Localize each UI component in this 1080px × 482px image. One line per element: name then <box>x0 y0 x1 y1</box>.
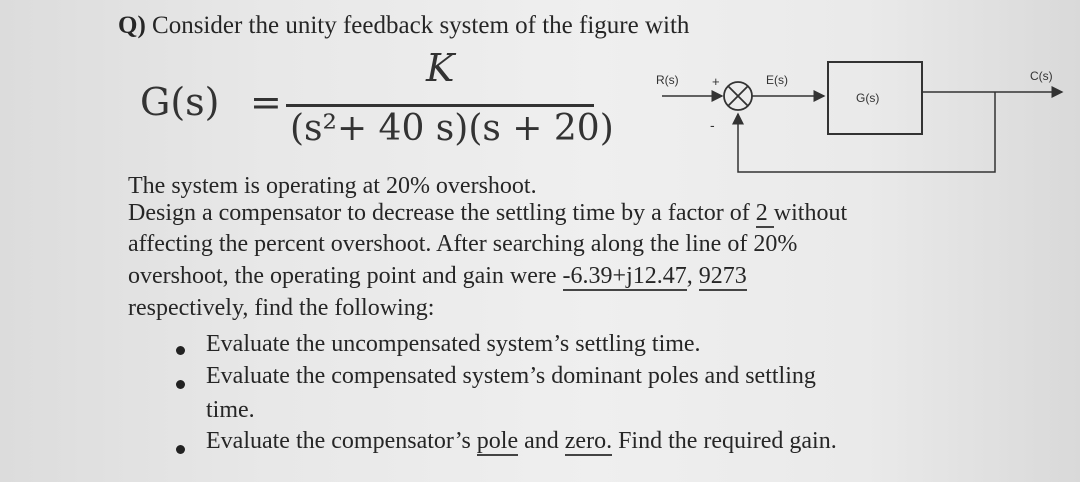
input-label: R(s) <box>656 73 679 87</box>
question-intro-text: Consider the unity feedback system of the figure with <box>152 12 690 39</box>
question-marker: Q) <box>118 12 146 39</box>
zero-word: zero. <box>564 428 613 454</box>
tf-numerator: K <box>426 46 455 90</box>
bullet-item-continuation: time. <box>206 397 255 423</box>
factor-value: 2 <box>755 200 774 226</box>
tf-denominator: (s²+ 40 s)(s + 20) <box>290 108 614 149</box>
equals-sign: = <box>250 80 282 124</box>
bullet-item <box>206 428 837 455</box>
paragraph-text: overshoot, the operating point and gain were <box>128 263 563 289</box>
minus-sign: - <box>710 117 715 133</box>
operating-point: -6.39+j12.47 <box>562 263 687 289</box>
paragraph-line <box>128 200 847 227</box>
bullet-item: Evaluate the uncompensated system’s settling time. <box>206 331 701 357</box>
paragraph-line: respectively, find the following: <box>128 295 435 321</box>
bullet-item: Evaluate the compensated system’s dominant poles and settling <box>206 363 816 389</box>
paragraph-line: The system is operating at 20% overshoot. <box>128 173 537 199</box>
bullet-text: Evaluate the compensator’s <box>206 428 477 454</box>
output-label: C(s) <box>1030 69 1053 83</box>
bullet-dot <box>176 380 185 389</box>
bullet-text: Find the required gain. <box>612 428 837 454</box>
bullet-dot <box>176 445 185 454</box>
paragraph-text: without <box>773 200 848 226</box>
block-label: G(s) <box>856 91 880 105</box>
block-diagram <box>656 50 1070 185</box>
bullet-dot <box>176 346 185 355</box>
pole-word: pole <box>476 428 519 454</box>
summing-junction <box>724 82 752 110</box>
paragraph-line: affecting the percent overshoot. After searching along the line of 20% <box>128 231 798 257</box>
error-label: E(s) <box>766 73 788 87</box>
paragraph-line <box>128 263 747 290</box>
fraction-bar <box>286 104 594 107</box>
gain-value: 9273 <box>698 263 747 289</box>
plus-sign: + <box>712 74 720 89</box>
question-intro <box>118 12 689 40</box>
bullet-text: and <box>518 428 565 454</box>
transfer-function-lhs: G(s) <box>140 80 220 124</box>
separator: , <box>686 263 699 289</box>
paragraph-text: Design a compensator to decrease the settling time by a factor of <box>128 200 756 226</box>
